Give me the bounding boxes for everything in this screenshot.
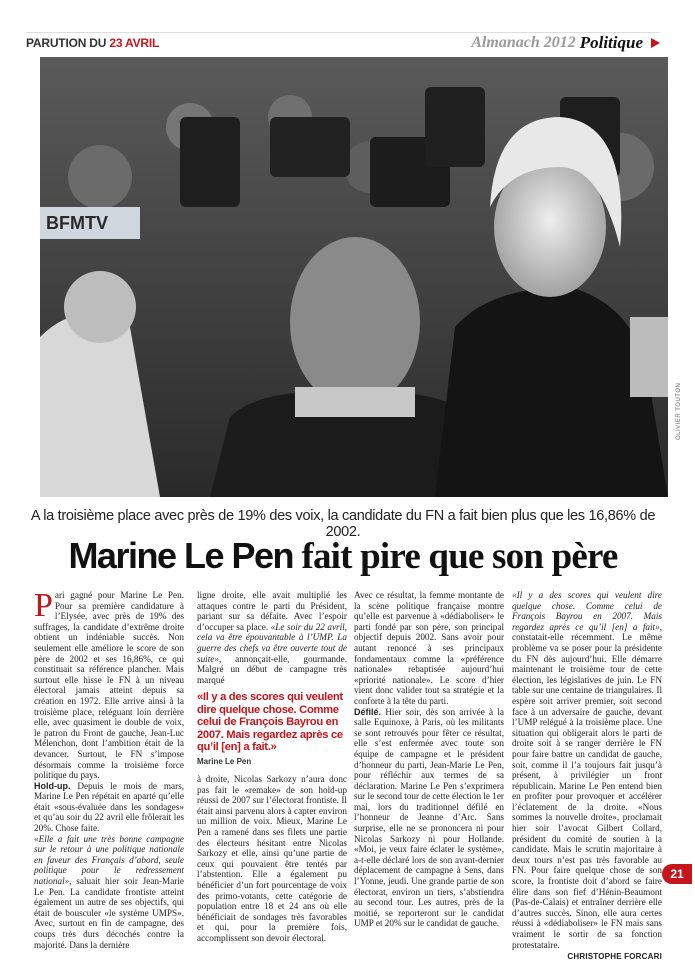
headline-rest: fait pire que son père [293, 536, 618, 577]
paragraph-text: Depuis le mois de mars, Marine Le Pen répétait en aparté qu’elle était «sous-évaluée dans les sondages» et qu’au soir du 22 avril elle frôlerait les 20%. Chose faite. [34, 780, 184, 834]
pull-quote-text: «Il y a des scores qui veulent dire quelque chose. Comme celui de François Bayrou en 2007. Mais regardez après ce qu’il [en] a fait.» [197, 691, 343, 753]
photo-credit: OLIVIER TOUTON [676, 382, 682, 440]
photo-caption: A la troisième place avec près de 19% des voix, la candidate du FN a fait bien plus que les 16,86% de 2002. [30, 508, 656, 540]
paragraph [197, 590, 347, 685]
photo-illustration [40, 57, 668, 497]
parution-day: 23 AVRIL [109, 35, 160, 50]
article-column-1 [34, 587, 184, 950]
paragraph [34, 587, 184, 781]
headline [26, 534, 660, 579]
page-number: 21 [662, 864, 692, 884]
paragraph-text: , constatait-elle récemment. Le même problème va se poser pour la présidente du FN dès aujourd’hui. Elle démarre maintenant le troisième tour de cette élection, les législatives de juin. Le FN table sur une centaine de triangulaires. Il espère soit arriver premier, soit second face à un adversaire de gauche, devant l’UMP relégué à la troisième place. Une situation qui obligerait alors le parti de droite soit à se ranger derrière le FN pour faire battre un candidat de gauche, soit, comme il l’a toujours fait jusqu’à présent, à privilégier un front républicain. Marine Le Pen entend bien en profiter pour provoquer et accélérer l’éclatement de la droite. «Nous sommes la nouvelle droite», proclamait hier soir l’avocat Gilbert Collard, président du comité de soutien à la candidate. Mais le scrutin majoritaire à deux tours n’est pas très favorable au FN. Pour faire quelque chose de son score, la frontiste doit d’abord se faire élire dans son fief d’Hénin-Beaumont (Pas-de-Calais) et entraîner derrière elle d’autres succès. Sinon, elle aura certes réussi à «dédiaboliser» le FN mais sans vraiment le sortir de sa fonction protestataire. [512, 621, 662, 950]
headline-name: Marine Le Pen [68, 535, 294, 576]
paragraph [34, 834, 184, 951]
paragraph-text: , saluait hier soir Jean-Marie Le Pen. La candidate frontiste atteint également un autre de ses objectifs, qui était de bousculer «le système UMPS». Avec, surtout en fin de campagne, des coups très durs décochés contre la majorité. Dans la dernière [34, 876, 184, 950]
paragraph-text: , annonçait-elle, gourmande. Malgré un début de campagne très marqué [197, 653, 347, 685]
paragraph-text: ari gagné pour Marine Le Pen. Pour sa première candidature à l’Elysée, avec près de 19% des suffrages, la candidate d’extrême droite obtient un indéniable succès. Non seulement elle améliore le score de son père de 2002 et ses 16,86%, ce qui constituait sa référence plancher. Mais surtout elle hisse le FN à un niveau électoral jamais atteint depuis sa création en 1972. Elle arrive ainsi à la troisième place, reléguant loin derrière elle, avec quasiment le double de voix, le patron du Front de gauche, Jean-Luc Mélenchon, dont l’ambition était de la devancer. Surtout, le FN s’impose désormais comme la troisième force politique du pays. [34, 590, 184, 781]
paragraph [354, 590, 504, 707]
drop-cap: P [34, 587, 53, 624]
section-label: Politique [579, 32, 643, 52]
paragraph-text: Avec ce résultat, la femme montante de la scène politique française montre qu’elle est parvenue à «dédiaboliser» le parti fondé par son père, son principal objectif depuis 2002. Sans avoir pour autant renoncé à ses principaux fondamentaux comme la «préférence nationale» rebaptisée aujourd’hui «priorité nationale». Le score d’hier vient donc valider tout sa stratégie et la conforte à la tête du parti. [354, 590, 504, 706]
pull-quote [197, 691, 347, 768]
paragraph [197, 774, 347, 944]
paragraph-text: ligne droite, elle avait multiplié les attaques contre le parti du Président, pariant sur sa défaite. Avec l’espoir d’occuper sa place. [197, 590, 347, 632]
article-column-4 [512, 590, 662, 963]
subhead-holdup: Hold-up. [34, 780, 71, 791]
section-header [471, 33, 660, 53]
paragraph [354, 707, 504, 929]
article-column-3 [354, 590, 504, 929]
inline-quote: «Elle a fait une très bonne campagne sur le retour à une politique nationale en faveur des Français d’abord, seule politique pour le redressement national» [34, 833, 184, 887]
almanach-label: Almanach 2012 [471, 33, 576, 51]
author-signature: CHRISTOPHE FORCARI [567, 952, 662, 962]
paragraph [512, 590, 662, 950]
paragraph-text: à droite, Nicolas Sarkozy n’aura donc pas fait le «remake» de son hold-up réussi de 2007 sur l’électorat frontiste. Il était ainsi parvenu alors à capter environ un million de voix. Mieux, Marine Le Pen a ramené dans ses filets une partie des électeurs hésitant entre Nicolas Sarkozy et elle, ainsi qu’une partie de ceux qui pouvaient être tentés par l’abstention. Elle a également pu bénéficier d’un fort pourcentage de voix des primo-votants, cette catégorie de population entre 18 et 24 ans où elle bénéficiait de sondages très favorables et qui, pour la première fois, accomplissent son devoir électoral. [197, 773, 347, 943]
parution-date [26, 36, 159, 50]
paragraph-text: Hier soir, dès son arrivée à la salle Equinoxe, à Paris, où les militants se sont retrouvés pour fêter ce résultat, elle s’est enfermée avec toute son équipe de campagne et le président d’honneur du parti, Jean-Marie Le Pen, pour réfléchir aux termes de sa déclaration. Marine Le Pen s’exprimera sur le second tour de cette élection le 1er mai, lors du traditionnel défilé en l’honneur de Jeanne d’Arc. Sans surprise, elle ne se prononcera ni pour Nicolas Sarkozy ni pour Hollande. «Moi, je veux faire éclater le système», a-t-elle déclaré lors de son avant-dernier déplacement de campagne à Sens, dans l’Yonne, jeudi. Une grande partie de son électorat, environ un tiers, s’abstiendra au second tour. Les autres, près de la moitié, se reporteront sur le candidat UMP et 20% sur le candidat de gauche. [354, 706, 504, 929]
inline-quote: «Il y a des scores qui veulent dire quelque chose. Comme celui de François Bayrou en 2007. Mais regardez après ce qu’il [en] a fait» [512, 590, 662, 632]
arrow-right-icon [651, 38, 660, 48]
subhead-defile: Défilé. [354, 706, 382, 717]
bfmtv-logo: BFMTV [46, 213, 108, 233]
page-header [26, 32, 660, 52]
parution-prefix: PARUTION DU [26, 35, 110, 50]
inline-quote: «Le soir du 22 avril, cela va être épouvantable à l’UMP. La guerre des chefs va être ouverte tout de suite» [197, 621, 347, 664]
article-column-2 [197, 590, 347, 943]
paragraph [34, 781, 184, 834]
pull-quote-author: Marine Le Pen [197, 757, 252, 767]
lead-photo [40, 57, 668, 497]
